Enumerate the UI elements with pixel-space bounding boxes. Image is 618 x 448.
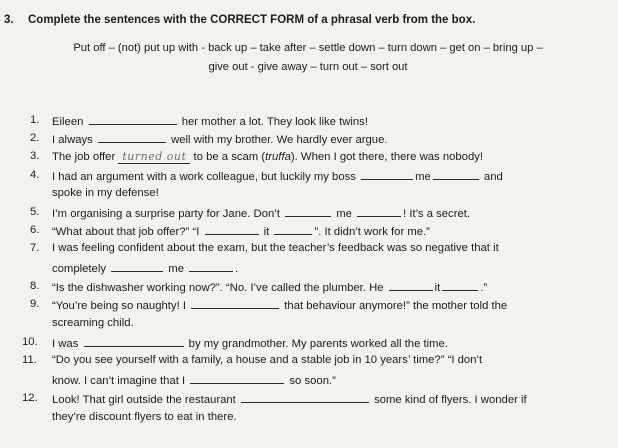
answer-blank[interactable] bbox=[274, 224, 312, 235]
answer-blank[interactable] bbox=[361, 169, 413, 180]
sentence-number: 8. bbox=[30, 280, 40, 292]
answer-blank[interactable] bbox=[389, 280, 433, 291]
sentence-number: 11. bbox=[22, 354, 37, 366]
word-bank-line-2: give out - give away – turn out – sort out bbox=[208, 61, 408, 73]
exercise-instruction: Complete the sentences with the CORRECT FORM of a phrasal verb from the box. bbox=[28, 14, 476, 26]
answer-blank[interactable] bbox=[205, 224, 259, 235]
answer-blank[interactable] bbox=[84, 336, 184, 347]
answer-blank[interactable] bbox=[241, 392, 369, 403]
sentence-number: 6. bbox=[30, 224, 40, 236]
answer-blank[interactable] bbox=[89, 114, 177, 125]
answer-blank[interactable] bbox=[98, 132, 166, 143]
sentence-number: 9. bbox=[30, 298, 40, 310]
answer-blank[interactable] bbox=[357, 206, 401, 217]
word-bank-line-1: Put off – (not) put up with - back up – take after – settle down – turn down – get on – bring up – bbox=[73, 42, 543, 54]
sentence-number: 2. bbox=[30, 132, 40, 144]
answer-blank[interactable] bbox=[433, 169, 479, 180]
worksheet-page: 3. Complete the sentences with the CORRECT FORM of a phrasal verb from the box. Put off – (not) put up with - back up – take after – settle down – turn down – get on – bring up – give out - give away – turn out – sort out 1. Eileen her mother a lot. They look like twins! 2. I always well with my brother. We hardly ever argue. 3. The job offer turned out to be a scam (truffa). When I got there, there was nobody! 4. I had an argument with a work colleague, but luckily my boss me and spoke in my defense! 5. I’m organising a surprise party for Jane. Don’t me ! It’s a secret. 6. “What about that job offer?” “I it ”. It didn’t work for me.” 7. I was feeling confident about the exam, but the teacher’s feedback was so negative that it completely me . 8. “Is the dishwasher working now?”. “No. I’ve called the plumber. He it .” 9. “You’re being so naughty! I that behaviour anymore!” the mother told the screaming child. 10. I was by my grandmother. My parents worked all the time. 11. “Do you see yourself with a family, a house and a stable job in 10 years’ time?” “I don’t know. I can’t imagine that I so soon.” 12. Look! That girl outside the restaurant some kind of flyers. I wonder if they’re discount flyers to eat in there. bbox=[0, 0, 618, 448]
answer-blank[interactable] bbox=[442, 280, 478, 291]
answer-blank[interactable] bbox=[189, 261, 233, 272]
answer-blank[interactable] bbox=[285, 206, 331, 217]
handwritten-answer[interactable]: turned out bbox=[118, 150, 190, 164]
exercise-number: 3. bbox=[4, 14, 14, 26]
sentence-number: 12. bbox=[22, 392, 38, 404]
answer-blank[interactable] bbox=[191, 298, 279, 309]
sentence-number: 7. bbox=[30, 242, 40, 254]
sentence-number: 4. bbox=[30, 169, 40, 181]
sentence-number: 1. bbox=[30, 114, 40, 126]
exercise-heading bbox=[4, 14, 475, 26]
sentence-number: 10. bbox=[22, 336, 38, 348]
answer-blank[interactable] bbox=[111, 261, 163, 272]
sentence-number: 5. bbox=[30, 206, 40, 218]
answer-blank[interactable] bbox=[190, 373, 284, 384]
phrasal-verb-box bbox=[18, 39, 598, 77]
sentence-number: 3. bbox=[30, 150, 40, 162]
